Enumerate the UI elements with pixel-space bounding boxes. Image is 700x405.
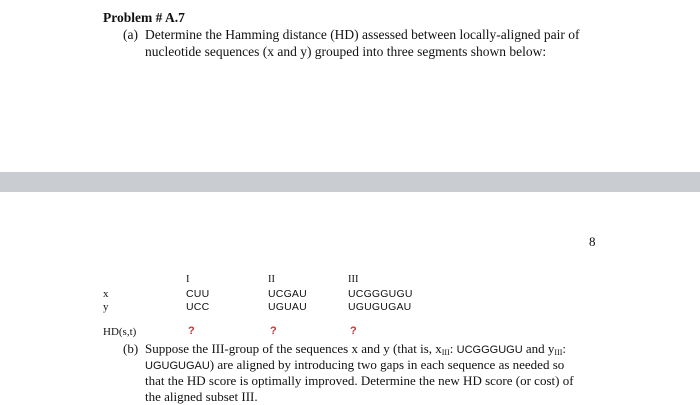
part-b-line1-colon-1: : xyxy=(449,341,454,356)
page-break-separator xyxy=(0,172,700,192)
hd-value-iii: ? xyxy=(350,325,357,337)
column-header-i: I xyxy=(186,274,190,285)
part-b-line2-text: ) are aligned by introducing two gaps in each sequence as needed so xyxy=(209,357,565,372)
part-b-text-line-4: the aligned subset III. xyxy=(145,389,258,404)
x-segment-i: CUU xyxy=(186,288,210,300)
hd-row-label: HD(s,t) xyxy=(103,326,137,338)
column-header-ii: II xyxy=(268,274,275,285)
part-b-line1-text-a: Suppose the III-group of the sequences x and y (that is, x xyxy=(145,341,442,356)
y-iii-sequence: UGUGUGAU xyxy=(145,360,210,372)
y-subscript: III xyxy=(554,348,563,357)
x-iii-sequence: UCGGGUGU xyxy=(456,344,523,356)
x-segment-ii: UCGAU xyxy=(268,288,307,300)
part-b-line1-text-c: and y xyxy=(525,341,555,356)
y-segment-iii: UGUGUGAU xyxy=(348,301,412,313)
hd-value-ii: ? xyxy=(270,325,277,337)
part-b-text-line-2 xyxy=(145,357,564,373)
part-b-line1-colon-2: : xyxy=(562,341,567,356)
hd-value-i: ? xyxy=(188,325,195,337)
y-segment-i: UCC xyxy=(186,301,210,313)
part-a-text-line-2: nucleotide sequences (x and y) grouped into three segments shown below: xyxy=(145,44,547,59)
page-number: 8 xyxy=(589,234,596,249)
column-header-iii: III xyxy=(348,274,359,285)
problem-title: Problem # A.7 xyxy=(103,10,185,25)
part-a-text-line-1: Determine the Hamming distance (HD) assessed between locally-aligned pair of xyxy=(145,27,580,42)
part-b-text-line-3: that the HD score is optimally improved. Determine the new HD score (or cost) of xyxy=(145,373,574,388)
x-subscript: III xyxy=(441,348,450,357)
x-segment-iii: UCGGGUGU xyxy=(348,288,413,300)
part-b-label: (b) xyxy=(123,341,139,356)
row-label-x: x xyxy=(103,288,109,300)
part-a-label: (a) xyxy=(123,27,138,42)
y-segment-ii: UGUAU xyxy=(268,301,307,313)
row-label-y: y xyxy=(103,301,109,313)
part-b-text-line-1 xyxy=(145,341,566,357)
